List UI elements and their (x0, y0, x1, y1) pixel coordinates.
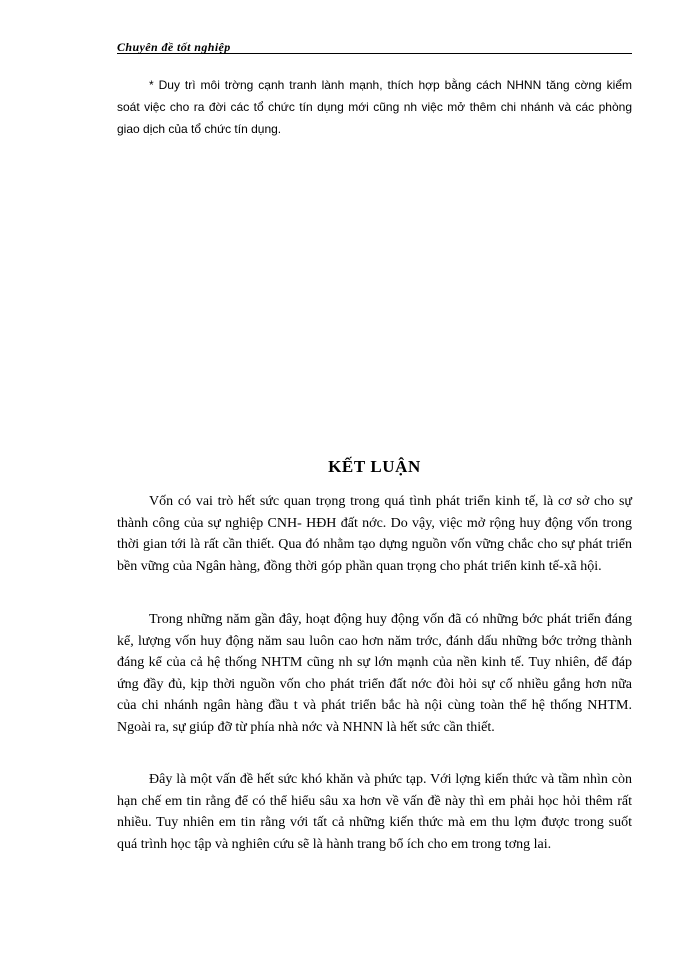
recommendation-paragraph: * Duy trì môi trờng cạnh tranh lành mạnh, thích hợp bằng cách NHNN tăng cờng kiểm soát việc cho ra đời các tổ chức tín dụng mới cũng nh việc mở thêm chi nhánh và các phòng giao dịch của tổ chức tín dụng. (117, 78, 632, 136)
conclusion-paragraph-1: Vốn có vai trò hết sức quan trọng trong quá tình phát triển kinh tế, là cơ sở cho sự thành công của sự nghiệp CNH- HĐH đất nớc. Do vậy, việc mở rộng huy động vốn trong thời gian tới là rất cần thiết. Qua đó nhằm tạo dựng nguồn vốn vững chắc cho sự phát triển bền vững của Ngân hàng, đồng thời góp phần quan trọng cho phát triển kinh tế-xã hội. (117, 494, 632, 574)
conclusion-paragraph-3: Đây là một vấn đề hết sức khó khăn và phức tạp. Với lợng kiến thức và tầm nhìn còn hạn chế em tin rằng để có thể hiểu sâu xa hơn về vấn đề này thì em phải học hỏi thêm rất nhiều. Tuy nhiên em tin rằng với tất cả những kiến thức mà em thu lợm được trong suốt quá trình học tập và nghiên cứu sẽ là hành trang bổ ích cho em trong tơng lai. (117, 772, 632, 852)
conclusion-heading: KẾT LUẬN (328, 457, 421, 476)
header-title: Chuyên đề tốt nghiệp (117, 40, 231, 54)
header-divider (117, 53, 632, 54)
page-header (117, 40, 632, 60)
conclusion-paragraph-2: Trong những năm gần đây, hoạt động huy động vốn đã có những bớc phát triển đáng kể, lượng vốn huy động năm sau luôn cao hơn năm trớc, đánh dấu những bớc trởng thành đáng kể của cả hệ thống NHTM cũng nh sự lớn mạnh của nền kinh tế. Tuy nhiên, để đáp ứng đầy đủ, kịp thời nguồn vốn cho phát triển đất nớc đòi hỏi sự cố nhiều gắng hơn nữa của chi nhánh ngân hàng đầu t và phát triển bắc hà nội cùng toàn thể hệ thống NHTM. Ngoài ra, sự giúp đỡ từ phía nhà nớc và NHNN là hết sức cần thiết. (117, 612, 632, 735)
